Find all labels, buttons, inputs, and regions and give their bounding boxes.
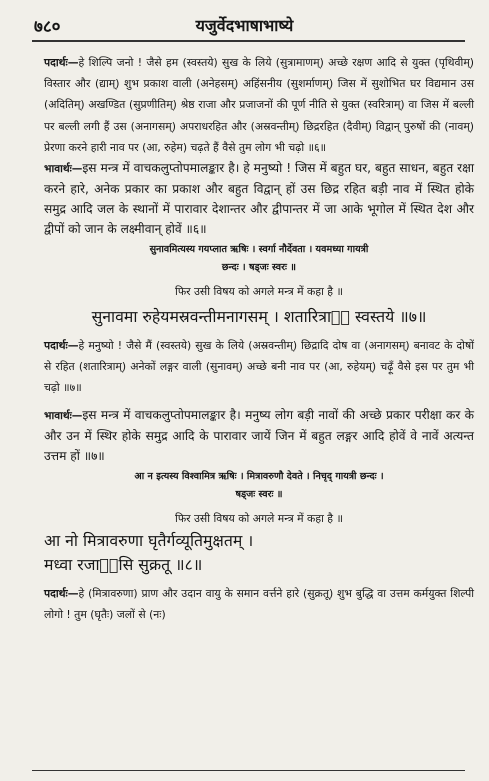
bhavartha-text: इस मन्त्र में वाचकलुप्तोपमालङ्कार है। हे मनुष्यो ! जिस में बहुत घर, बहुत साधन, बहुत रक्षा करने हारे, अनेक प्रकार का प्रकाश और बहुत विद्वान् हों उस छिद्र रहित बड़ी नाव में स्थित होके समुद्र आदि जल के स्थानों में पारावार देशान्तर और द्वीपान्तर में जा आके भूगोल में स्थित देश और द्वीपों को जान के लक्ष्मीवान् होवें ॥६॥ <box>44 161 474 237</box>
padartha-label: पदार्थः— <box>44 56 79 69</box>
bhavartha-paragraph-7 <box>44 405 474 466</box>
mantra-meta-line: षड्जः स्वरः ॥ <box>235 488 283 500</box>
padartha-label: पदार्थः— <box>44 586 79 600</box>
padartha-label: पदार्थः— <box>44 339 79 353</box>
header-rule <box>32 40 465 42</box>
mantra-verse-7: सुनावमा रुहेयमस्रवन्तीमनागसम् । शतारित्राᳬं स्वस्तये ॥७॥ <box>91 307 427 327</box>
padartha-text: हे शिल्पि जनो ! जैसे हम (स्वस्तये) सुख के लिये (सुत्रामाणम्) अच्छे रक्षण आदि से युक्त (पृथिवीम्) विस्तार और (द्याम्) शुभ प्रकाश वाली (अनेहसम्) अहिंसनीय (सुशर्माणम्) जिस में सुशोभित घर विद्यमान उस (अदितिम्) अखण्डित (सुप्रणीतिम्) श्रेष्ठ राजा और प्रजाजनों की पूर्ण नीति से युक्त (स्वरित्राम्) वा जिस में बल्ली पर बल्ली लगी हैं उस (अनागसम्) अपराधरहित और (अस्रवन्तीम्) छिद्ररहित (दैवीम्) विद्वान् पुरुषों की (नावम्) प्रेरणा करने हारी नाव पर (आ, रुहेम) चढ़ते हैं वैसे तुम लोग भी चढ़ो ॥६॥ <box>44 56 474 154</box>
mantra-intro: फिर उसी विषय को अगले मन्त्र में कहा है ॥ <box>175 511 343 525</box>
mantra-meta-line: सुनावमित्यस्य गयप्लात ऋषिः । स्वर्गा नौर्देवता । यवमध्या गायत्री <box>149 244 369 256</box>
mantra-verse-8-line-1: आ नो मित्रावरुणा घृतैर्गव्यूतिमुक्षतम् । <box>44 530 254 550</box>
padartha-paragraph-6 <box>44 52 474 158</box>
padartha-paragraph-7 <box>44 335 474 399</box>
page-header <box>0 12 489 42</box>
mantra-intro: फिर उसी विषय को अगले मन्त्र में कहा है ॥ <box>175 285 343 299</box>
bhavartha-paragraph-6 <box>44 158 474 239</box>
page-body <box>44 52 474 625</box>
padartha-paragraph-8 <box>44 583 474 625</box>
running-title: यजुर्वेदभाषाभाष्ये <box>195 16 294 35</box>
bhavartha-label: भावार्थः— <box>44 163 83 176</box>
bhavartha-text: इस मन्त्र में वाचकलुप्तोपमालङ्कार है। मनुष्य लोग बड़ी नावों की अच्छे प्रकार परीक्षा कर के और उन में स्थिर होके समुद्र आदि के पारावार जायें जिन में बहुत लङ्गर आदि होवें वे नावें अत्यन्त उत्तम हों ॥७॥ <box>44 407 474 463</box>
mantra-verse-8-line-2: मध्वा रजाᳬंसि सुक्रतू ॥८॥ <box>44 554 203 574</box>
bhavartha-label: भावार्थः— <box>44 409 83 422</box>
padartha-text: हे मनुष्यो ! जैसे मैं (स्वस्तये) सुख के लिये (अस्रवन्तीम्) छिद्रादि दोष वा (अनागसम्) बनावट के दोषों से रहित (शतारित्राम्) अनेकों लङ्गर वाली (सुनावम्) अच्छे बनी नाव पर (आ, रुहेयम्) चढ़ूँ वैसे इस पर तुम भी चढ़ो ॥७॥ <box>44 339 474 395</box>
padartha-text: हे (मित्रावरुणा) प्राण और उदान वायु के समान वर्त्तने हारे (सुक्रतू) शुभ बुद्धि वा उत्तम कर्मयुक्त शिल्पी लोगो ! तुम (घृतैः) जलों से (नः) <box>44 586 474 621</box>
footer-rule <box>32 770 465 771</box>
mantra-meta-line: आ न इत्यस्य विश्वामित्र ऋषिः । मित्रावरुणौ देवते । निचृद् गायत्री छन्दः । <box>134 470 384 482</box>
mantra-meta-line: छन्दः । षड्जः स्वरः ॥ <box>221 262 297 274</box>
page-number: ७८० <box>34 17 61 37</box>
